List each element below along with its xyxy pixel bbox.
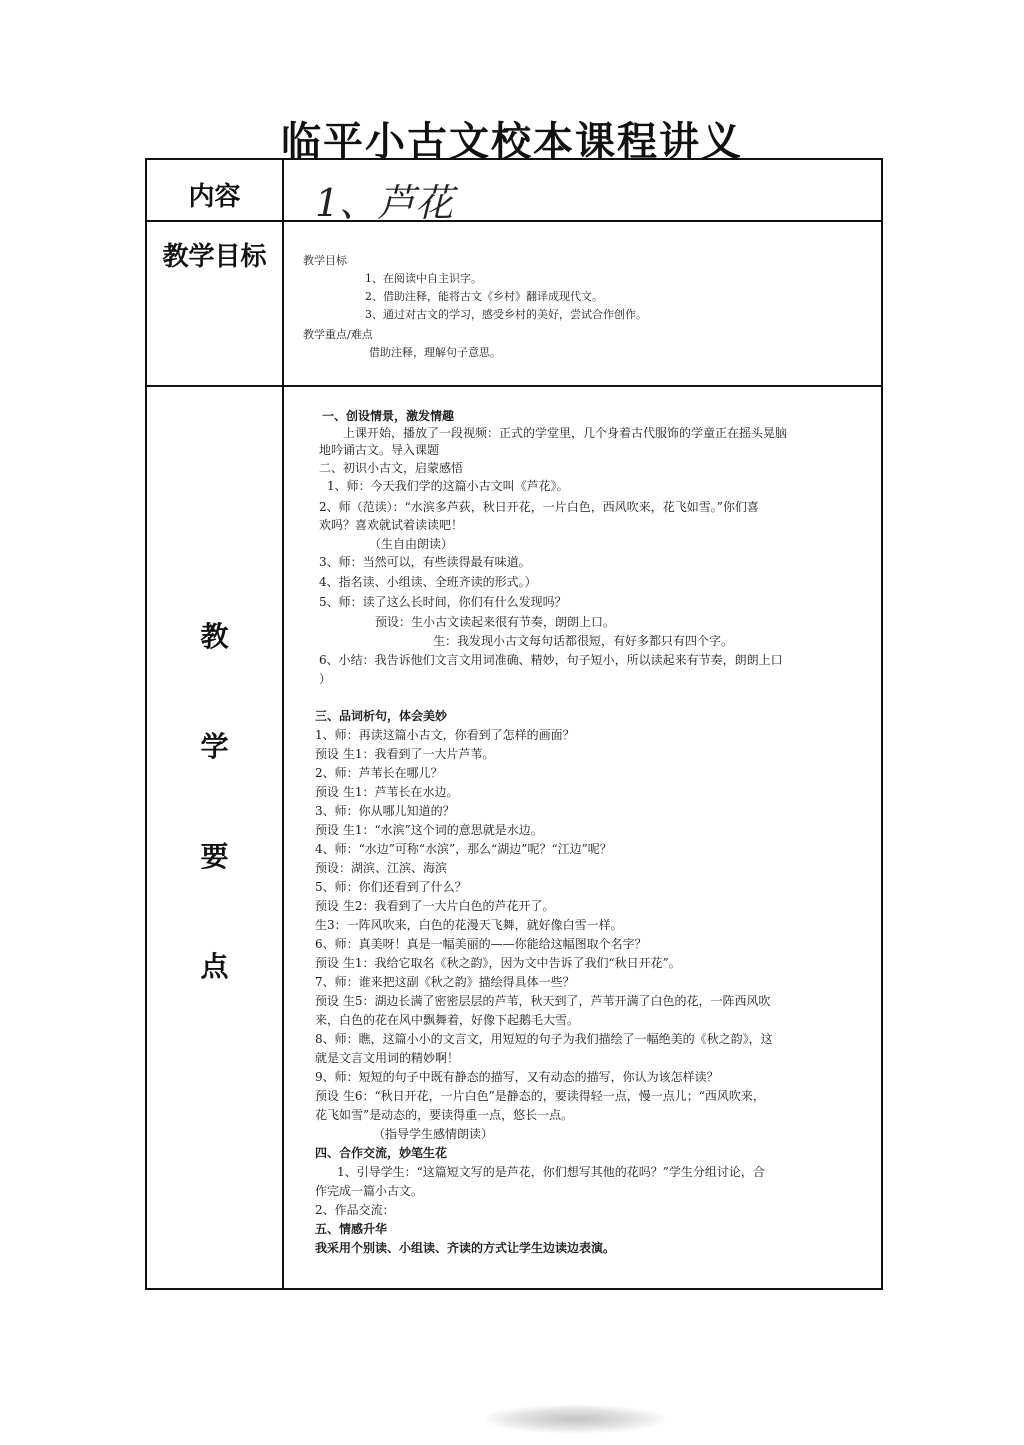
objective-line: 2、借助注释，能将古文《乡村》翻译成现代文。 — [365, 290, 603, 303]
objective-line: 1、在阅读中自主识字。 — [365, 272, 482, 285]
section-heading: 一、创设情景，激发情趣 — [322, 409, 455, 423]
teaching-line: 预设：湖滨、江滨、海滨 — [315, 861, 448, 875]
teaching-line: 8、师：瞧，这篇小小的文言文，用短短的句子为我们描绘了一幅绝美的《秋之韵》，这 — [315, 1032, 773, 1046]
teaching-line: 生：我发现小古文每句话都很短，有好多都只有四个字。 — [433, 634, 734, 648]
teaching-line: 上课开始，播放了一段视频：正式的学堂里，几个身着古代服饰的学童正在摇头晃脑 — [343, 426, 788, 440]
teaching-line: 5、师：你们还看到了什么？ — [315, 880, 467, 894]
teaching-line: （指导学生感情朗读） — [373, 1127, 494, 1141]
section-heading: 三、品词析句，体会美妙 — [315, 709, 448, 723]
teaching-line: 3、师：你从哪儿知道的？ — [315, 804, 455, 818]
teaching-line: 预设 生1：“水滨”这个词的意思就是水边。 — [315, 823, 543, 837]
teaching-line: 预设：生小古文读起来很有节奏，朗朗上口。 — [375, 615, 616, 629]
teaching-line: 预设 生1：芦苇长在水边。 — [315, 785, 459, 799]
key-points-label-char-2: 学 — [200, 730, 229, 763]
teaching-line: 预设 生2：我看到了一大片白色的芦花开了。 — [315, 899, 555, 913]
objectives-label: 教学目标 — [162, 242, 267, 272]
teaching-line: 1、引导学生：“这篇短文写的是芦花，你们想写其他的花吗？”学生分组讨论，合 — [337, 1165, 765, 1179]
teaching-line: 我采用个别读、小组读、齐读的方式让学生边读边表演。 — [315, 1241, 616, 1255]
teaching-line: 1、师：再读这篇小古文，你看到了怎样的画面？ — [315, 728, 575, 742]
teaching-line: 4、指名读、小组读、全班齐读的形式。） — [319, 575, 537, 589]
teaching-line: 预设 生1：我看到了一大片芦苇。 — [315, 747, 495, 761]
key-points-label-char-4: 点 — [200, 950, 229, 983]
teaching-line: 4、师：“水边”可称“水滨”，那么“湖边”呢？“江边”呢？ — [315, 842, 612, 856]
page-title: 临平小古文校本课程讲义 — [281, 119, 743, 165]
scan-smudge — [485, 1405, 665, 1433]
section-heading: 二、初识小古文，启蒙感悟 — [319, 461, 464, 475]
objectives-heading: 教学目标 — [303, 254, 347, 267]
teaching-line: 3、师：当然可以，有些读得最有味道。 — [319, 555, 531, 569]
row-divider-2 — [147, 385, 881, 387]
teaching-line: 欢吗？喜欢就试着读读吧！ — [319, 518, 464, 532]
teaching-line: 9、师：短短的句子中既有静态的描写，又有动态的描写，你认为该怎样读？ — [315, 1070, 719, 1084]
row-divider-1 — [147, 220, 881, 222]
teaching-line: 2、师：芦苇长在哪儿？ — [315, 766, 443, 780]
teaching-line: 2、作品交流： — [315, 1203, 395, 1217]
teaching-line: 2、师（范读）：“水滨多芦荻，秋日开花，一片白色，西风吹来，花飞如雪。”你们喜 — [319, 500, 759, 514]
teaching-line: 就是文言文用词的精妙啊！ — [315, 1051, 460, 1065]
teaching-line: 作完成一篇小古文。 — [315, 1184, 424, 1198]
teaching-line: 6、师：真美呀！真是一幅美丽的——你能给这幅图取个名字？ — [315, 937, 647, 951]
key-difficulty-text: 借助注释，理解句子意思。 — [369, 346, 501, 359]
teaching-line: 6、小结：我告诉他们文言文用词准确、精妙，句子短小，所以读起来有节奏，朗朗上口 — [319, 653, 783, 667]
section-heading: 四、合作交流，妙笔生花 — [315, 1146, 448, 1160]
teaching-line: （生自由朗读） — [369, 537, 454, 551]
section-heading: 五、情感升华 — [315, 1222, 388, 1236]
teaching-line: 1、师：今天我们学的这篇小古文叫《芦花》。 — [327, 479, 569, 493]
lesson-table — [145, 158, 883, 1290]
content-label: 内容 — [188, 182, 241, 212]
teaching-line: 预设 生6：“秋日开花，一片白色”是静态的，要读得轻一点，慢一点儿；“西风吹来， — [315, 1089, 765, 1103]
teaching-line: 7、师：谁来把这副《秋之韵》描绘得具体一些？ — [315, 975, 575, 989]
content-value: 1、芦花 — [315, 181, 454, 225]
teaching-line: 预设 生5：湖边长满了密密层层的芦苇，秋天到了，芦苇开满了白色的花，一阵西风吹 — [315, 994, 771, 1008]
teaching-line: 5、师：读了这么长时间，你们有什么发现吗？ — [319, 595, 567, 609]
teaching-line: 花飞如雪”是动态的，要读得重一点，悠长一点。 — [315, 1108, 574, 1122]
teaching-line: 生3：一阵风吹来，白色的花漫天飞舞，就好像白雪一样。 — [315, 918, 623, 932]
key-points-label-char-3: 要 — [200, 840, 229, 873]
teaching-line: 来，白色的花在风中飘舞着，好像下起鹅毛大雪。 — [315, 1013, 580, 1027]
objective-line: 3、通过对古文的学习，感受乡村的美好，尝试合作创作。 — [365, 308, 647, 321]
teaching-line: 地吟诵古文。导入课题 — [319, 443, 440, 457]
table-column-divider — [282, 160, 284, 1288]
teaching-line: 预设 生1：我给它取名《秋之韵》，因为文中告诉了我们“秋日开花”。 — [315, 956, 681, 970]
teaching-line: ） — [319, 672, 332, 686]
key-points-label-char-1: 教 — [200, 620, 229, 653]
key-difficulty-heading: 教学重点/难点 — [303, 328, 373, 341]
